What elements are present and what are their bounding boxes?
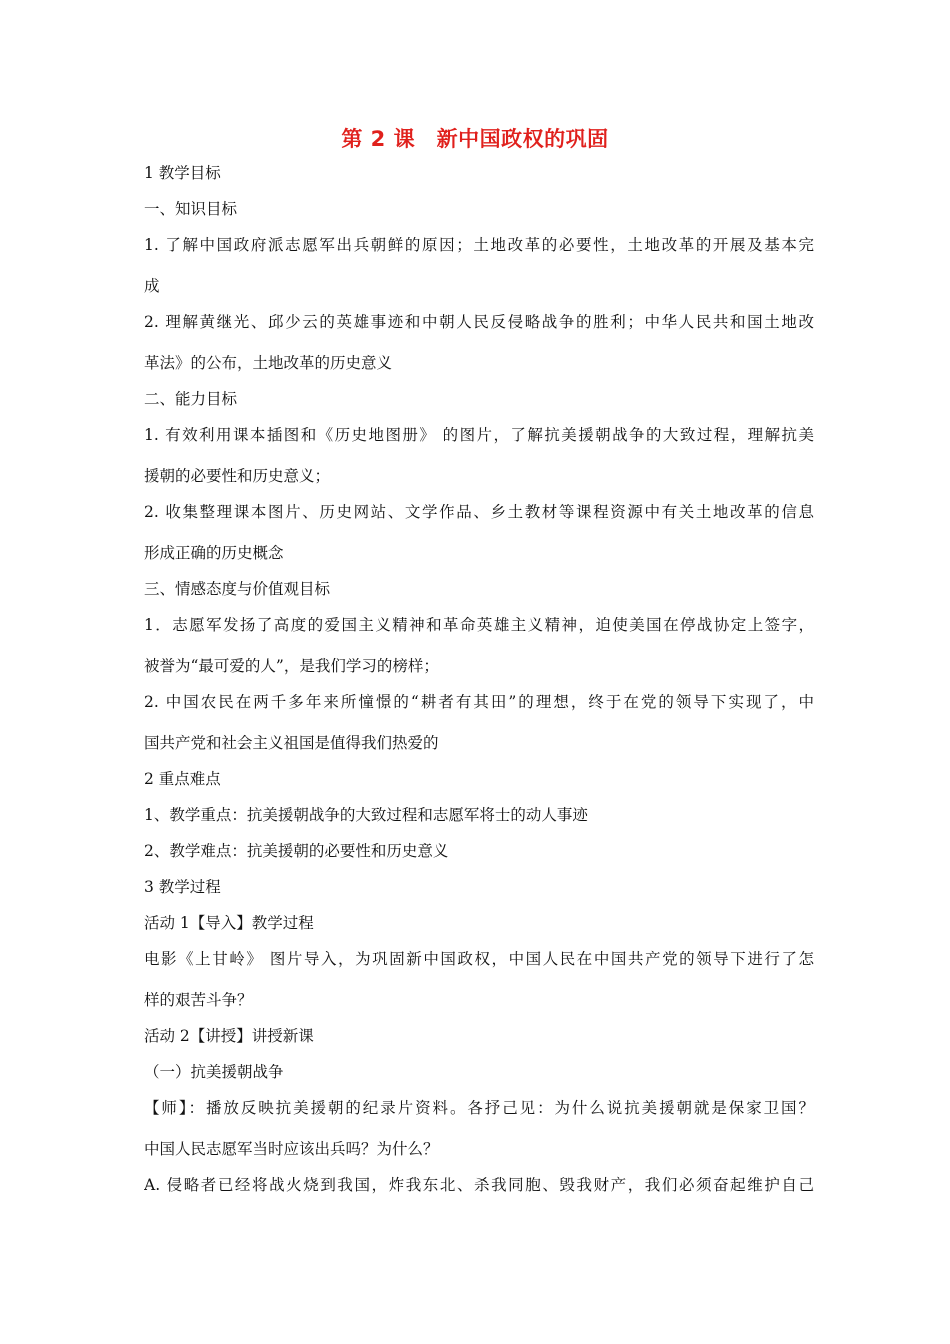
text-line: 一、知识目标: [144, 200, 238, 218]
text-line: 1. 了解中国政府派志愿军出兵朝鲜的原因；土地改革的必要性，土地改革的开展及基本完: [144, 236, 814, 254]
text-line: 形成正确的历史概念: [144, 544, 284, 562]
text-line: 活动 2【讲授】讲授新课: [144, 1027, 314, 1045]
text-line: 3 教学过程: [144, 878, 221, 896]
text-line: 国共产党和社会主义祖国是值得我们热爱的: [144, 734, 439, 752]
text-line: 1. 有效利用课本插图和《历史地图册》 的图片，了解抗美援朝战争的大致过程，理解抗美: [144, 426, 814, 444]
text-line: 电影《上甘岭》 图片导入，为巩固新中国政权，中国人民在中国共产党的领导下进行了怎: [144, 950, 814, 968]
text-line: 2、教学难点：抗美援朝的必要性和历史意义: [144, 842, 449, 860]
text-line: 中国人民志愿军当时应该出兵吗？为什么？: [144, 1140, 439, 1158]
text-line: 2. 中国农民在两千多年来所憧憬的“耕者有其田”的理想，终于在党的领导下实现了，中: [144, 693, 814, 711]
lesson-title: 第 2 课 新中国政权的巩固: [341, 127, 609, 151]
text-line: 二、能力目标: [144, 390, 238, 408]
text-line: A. 侵略者已经将战火烧到我国，炸我东北、杀我同胞、毁我财产，我们必须奋起维护自己: [144, 1176, 814, 1194]
text-line: 2 重点难点: [144, 770, 221, 788]
text-line: 活动 1【导入】教学过程: [144, 914, 314, 932]
text-line: 革法》的公布，土地改革的历史意义: [144, 354, 393, 372]
text-line: 样的艰苦斗争？: [144, 991, 253, 1009]
text-line: 三、情感态度与价值观目标: [144, 580, 331, 598]
text-line: 2. 理解黄继光、邱少云的英雄事迹和中朝人民反侵略战争的胜利；中华人民共和国土地改: [144, 313, 814, 331]
text-line: （一）抗美援朝战争: [144, 1063, 284, 1081]
text-line: 1．志愿军发扬了高度的爱国主义精神和革命英雄主义精神，迫使美国在停战协定上签字，: [144, 616, 814, 634]
text-line: 1 教学目标: [144, 164, 221, 182]
text-line: 被誉为“最可爱的人”，是我们学习的榜样；: [144, 657, 439, 675]
text-line: 1、教学重点：抗美援朝战争的大致过程和志愿军将士的动人事迹: [144, 806, 588, 824]
text-line: 援朝的必要性和历史意义；: [144, 467, 331, 485]
text-line: 成: [144, 277, 160, 295]
text-line: 2. 收集整理课本图片、历史网站、文学作品、乡土教材等课程资源中有关土地改革的信息: [144, 503, 814, 521]
text-line: 【师】：播放反映抗美援朝的纪录片资料。各抒己见：为什么说抗美援朝就是保家卫国？: [144, 1099, 814, 1117]
